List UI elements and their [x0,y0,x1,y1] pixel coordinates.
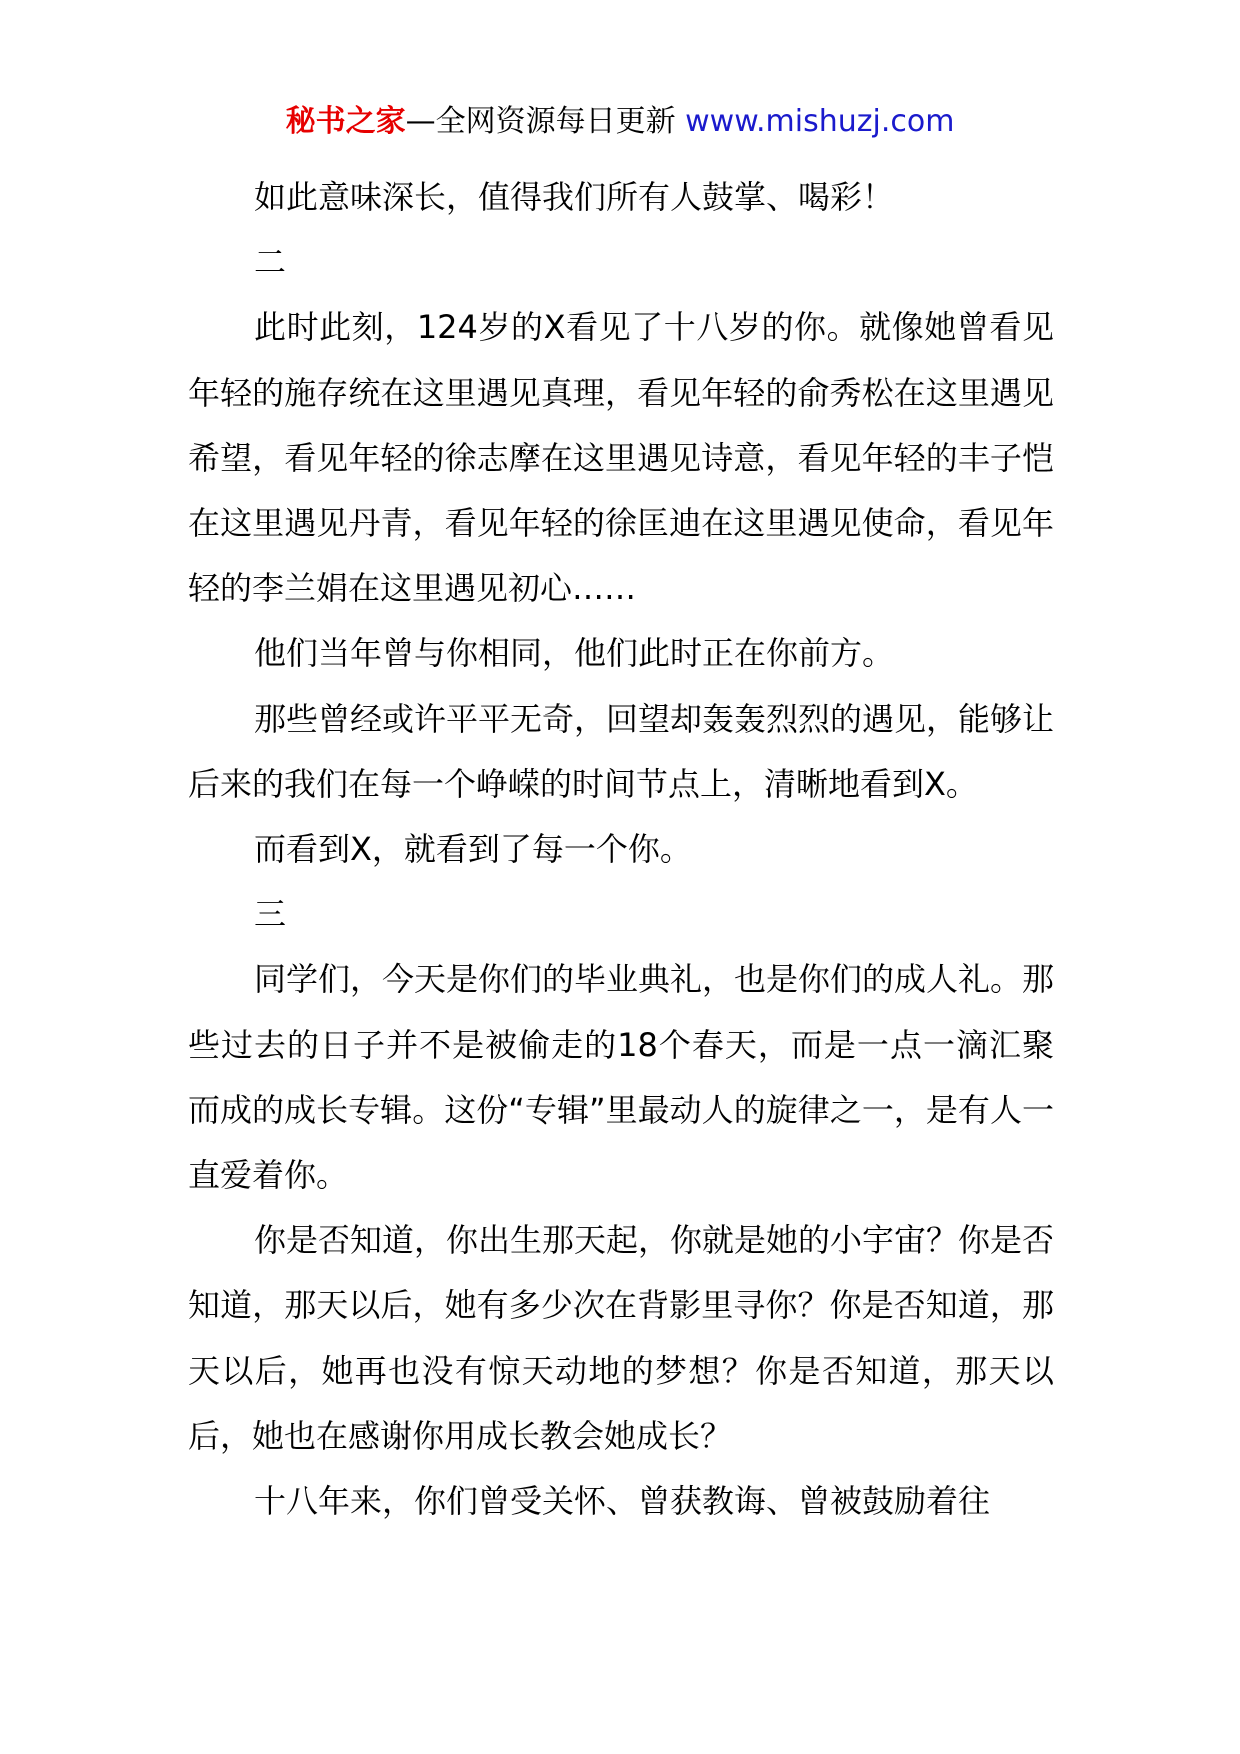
paragraph: 同学们，今天是你们的毕业典礼，也是你们的成人礼。那些过去的日子并不是被偷走的18个春天，而是一点一滴汇聚而成的成长专辑。这份“专辑”里最动人的旋律之一，是有人一直爱着你。 [188,960,1055,1195]
paragraph: 他们当年曾与你相同，他们此时正在你前方。 [254,634,895,673]
paragraph: 那些曾经或许平平无奇，回望却轰轰烈烈的遇见，能够让后来的我们在每一个峥嵘的时间节点上，清晰地看到X。 [188,699,1055,803]
header-slogan: —全网资源每日更新 [405,104,686,139]
section-heading: 三 [254,895,287,934]
paragraph: 十八年来，你们曾受关怀、曾获教诲、曾被鼓励着往 [254,1482,991,1521]
document-body [188,165,1054,1534]
paragraph: 而看到X，就看到了每一个你。 [254,830,692,869]
section-heading: 二 [254,243,287,282]
paragraph: 此时此刻，124岁的X看见了十八岁的你。就像她曾看见年轻的施存统在这里遇见真理，看见年轻的俞秀松在这里遇见希望，看见年轻的徐志摩在这里遇见诗意，看见年轻的丰子恺在这里遇见丹青，看见年轻的徐匡迪在这里遇见使命，看见年轻的李兰娟在这里遇见初心…… [188,308,1054,608]
paragraph: 你是否知道，你出生那天起，你就是她的小宇宙？你是否知道，那天以后，她有多少次在背影里寻你？你是否知道，那天以后，她再也没有惊天动地的梦想？你是否知道，那天以后，她也在感谢你用成长教会她成长？ [188,1221,1055,1455]
paragraph: 如此意味深长，值得我们所有人鼓掌、喝彩！ [254,178,895,216]
page-header [0,100,1240,144]
brand-name: 秘书之家 [285,104,406,139]
website-url: www.mishuzj.com [685,104,955,139]
